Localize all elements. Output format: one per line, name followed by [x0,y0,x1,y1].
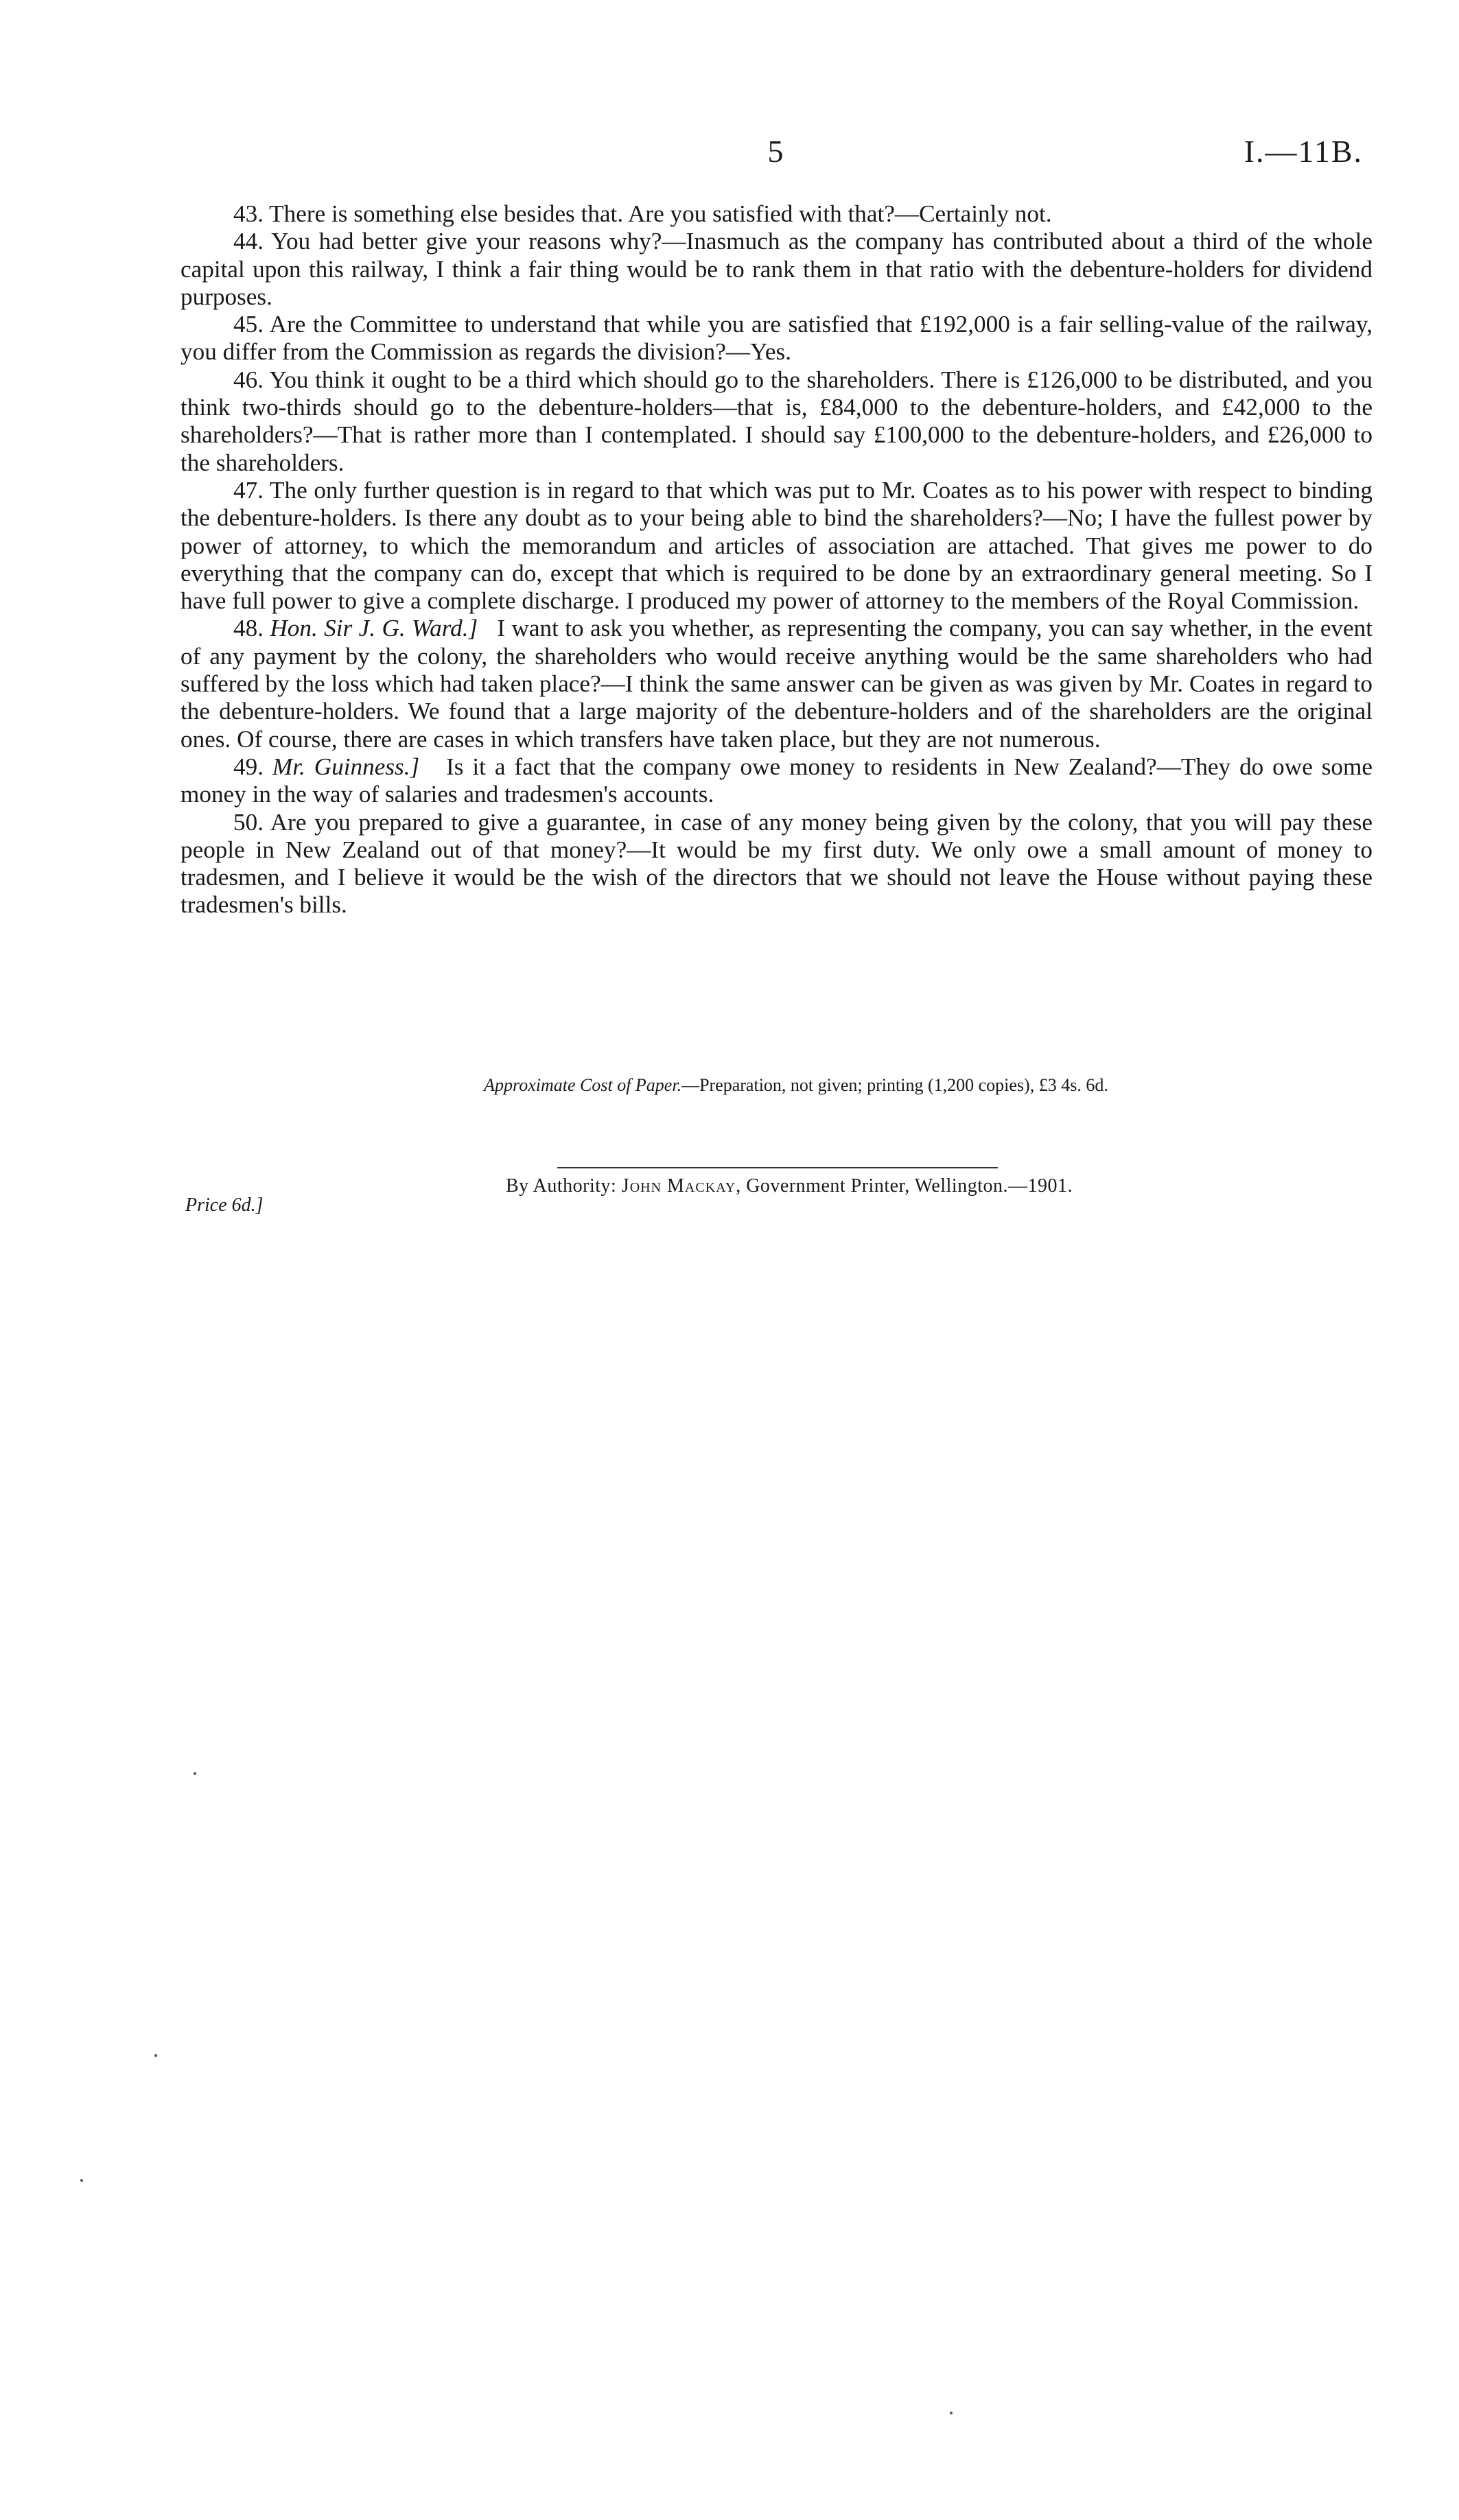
printer-name: John Mackay [621,1175,736,1197]
question-47 [180,477,1373,615]
question-50 [180,809,1373,919]
evidence-body [180,200,1373,919]
question-number: 49. [233,753,264,780]
paper-speck [950,2412,953,2414]
cost-text: —Preparation, not given; printing (1,200 copies), £3 4s. 6d. [681,1075,1108,1095]
imprint-prefix: By Authority: [506,1175,617,1197]
question-43 [180,200,1373,228]
question-text: Are the Committee to understand that while you are satisfied that £192,000 is a fair selling-value of the railway, you differ from the Commission as regards the division?—Yes. [180,311,1373,366]
question-number: 45. [233,311,264,338]
speaker-name: Hon. Sir J. G. Ward.] [270,615,478,642]
cost-of-paper-note [371,1075,1222,1096]
question-49 [180,753,1373,809]
price-label: Price 6d.] [185,1194,264,1216]
question-number: 48. [233,615,264,642]
question-48 [180,615,1373,753]
question-number: 43. [233,200,264,227]
page-number: 5 [767,134,784,169]
question-text: You had better give your reasons why?—Inasmuch as the company has contributed about a third of the whole capital upon this railway, I think a fair thing would be to rank them in that ratio with the debenture-holders for dividend purposes. [180,228,1373,310]
printer-imprint [412,1175,1167,1197]
question-45 [180,311,1373,366]
paper-speck [154,2054,157,2057]
footer-divider [557,1167,998,1168]
question-44 [180,228,1373,311]
question-number: 47. [233,476,264,504]
paper-speck [194,1772,196,1775]
question-number: 44. [233,228,264,255]
paper-speck [80,2179,83,2182]
speaker-name: Mr. Guinness.] [272,753,420,780]
question-text: I want to ask you whether, as representing the company, you can say whether, in the event of any payment by the colony, the shareholders who would receive anything would be the same shareholders who had suffered by the loss which had taken place?—I think the same answer can be given as was given by Mr. Coates in regard to the debenture-holders. We found that a large majority of the debenture-holders and of the shareholders are the original ones. Of course, there are cases in which transfers have taken place, but they are not numerous. [180,615,1373,753]
question-text: The only further question is in regard to that which was put to Mr. Coates as to his power with respect to binding the debenture-holders. Is there any doubt as to your being able to bind the shareholders?—No; I have the fullest power by power of attorney, to which the memorandum and articles of association are attached. That gives me power to do everything that the company can do, except that which is required to be done by an extraordinary general meeting. So I have full power to give a complete discharge. I produced my power of attorney to the members of the Royal Commission. [180,476,1373,615]
question-text: You think it ought to be a third which should go to the shareholders. There is £126,000 to be distributed, and you think two-thirds should go to the debenture-holders—that is, £84,000 to the debenture-holders, and £42,000 to the shareholders?—That is rather more than I contemplated. I should say £100,000 to the debenture-holders, and £26,000 to the shareholders. [180,366,1373,476]
question-46 [180,366,1373,477]
question-text: Are you prepared to give a guarantee, in case of any money being given by the colony, that you will pay these people in New Zealand out of that money?—It would be my first duty. We only owe a small amount of money to tradesmen, and I believe it would be the wish of the directors that we should not leave the House without paying these tradesmen's bills. [180,808,1373,919]
document-reference: I.—11B. [1244,134,1363,169]
cost-label: Approximate Cost of Paper. [484,1075,682,1095]
question-text: Is it a fact that the company owe money to residents in New Zealand?—They do owe some money in the way of salaries and tradesmen's accounts. [180,753,1373,808]
question-number: 46. [233,366,264,393]
question-text: There is something else besides that. Are you satisfied with that?—Certainly not. [269,200,1052,227]
question-number: 50. [233,808,264,836]
imprint-suffix: , Government Printer, Wellington.—1901. [736,1175,1073,1197]
